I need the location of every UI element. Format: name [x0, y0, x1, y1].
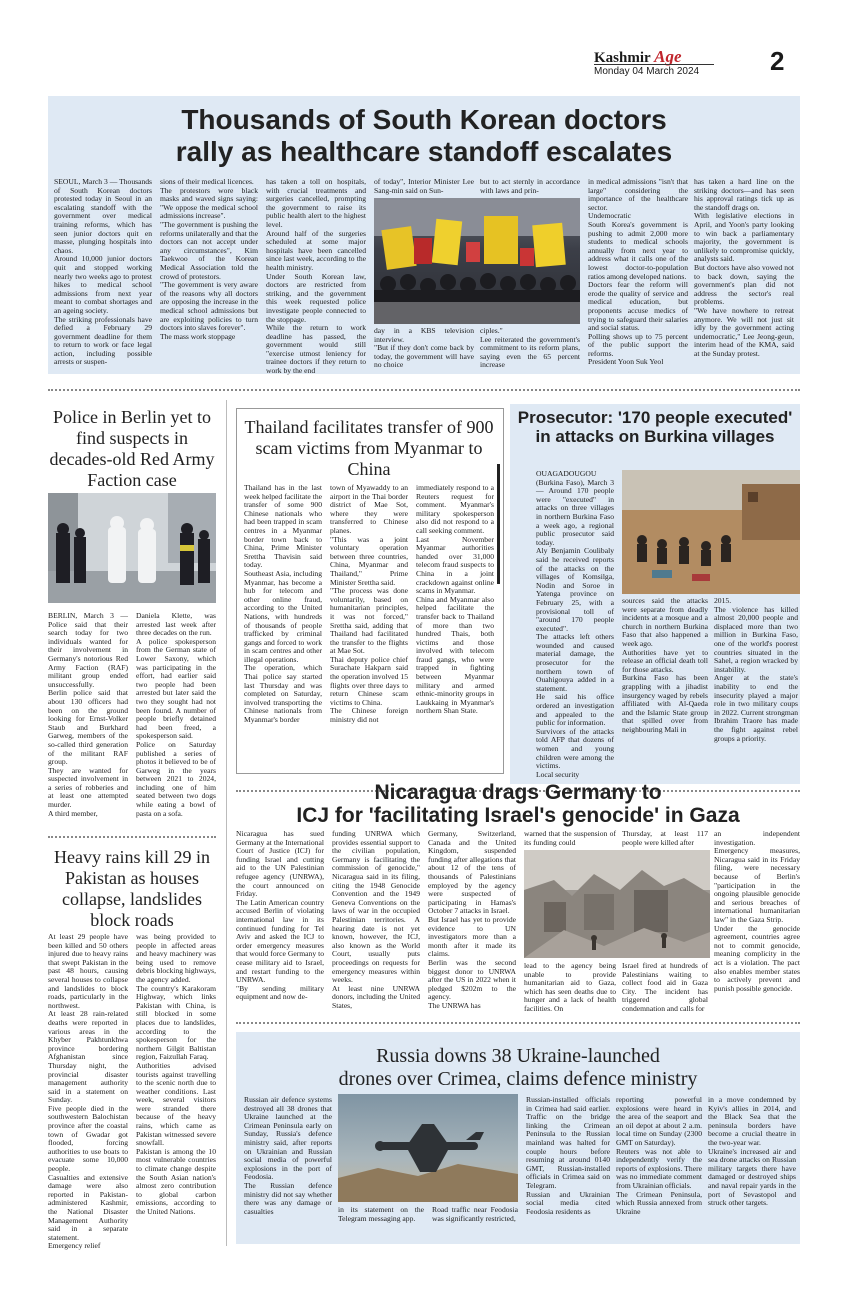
crimea-headline: [236, 1045, 800, 1091]
nicaragua-column-6: an independent investigation. Emergency measures, Nicaragua said in its Friday filing, were necessary because of Berlin's "participation in the ongoing plausible genocide and serious breaches of international humanitarian law" in the Gaza Strip. Under the genocide agreement, countries agree not to commit genocide, meaning complicity in the act is a violation. The pact also enables member states to actively prevent and punish possible genocide.: [714, 829, 800, 993]
burkina-column-1: OUAGADOUGOU (Burkina Faso), March 3 — Around 170 people were "executed" in attacks on three villages in northern Burkina Faso a week ago, a regional public prosecutor said today. Aly Benjamin Coulibaly said he received reports of the attacks on the villages of Komsilga, Nodin and Soroe in Yatenga province on February 25, with a provisional toll of "around 170 people executed". The attacks left others wounded and caused material damage, the prosecutor for the northern town of Ouahigouya added in a statement. He said his office ordered an investigation and appealed to the public for information. Survivors of the attacks told AFP that dozens of women and young children were among the victims. Local security: [536, 469, 614, 779]
crimea-column-4: Russian-installed officials in Crimea had said earlier. Traffic on the bridge linking the Crimean Peninsula to the Russian mainland was halted for couple hours before resuming at around 0140 GMT, Russian-installed officials in Crimea said on Telegram. Russian and Ukrainian social media cited Feodosia residents as: [526, 1095, 610, 1216]
korea-column-4-bottom: day in a KBS television interview. "But if they don't come back by today, the government will have no choice: [374, 326, 474, 370]
masthead: [594, 47, 774, 81]
berlin-pakistan-divider: [48, 836, 216, 838]
lower-divider: [236, 1022, 800, 1024]
korea-column-6: in medical admissions "isn't that large" considering the importance of the healthcare sector. Undemocratic South Korea's government is pushing to admit 2,000 more students to medical schools annually from next year to address what it calls one of the lowest doctor-to-population ratios among developed nations. Doctors fear the reform will erode the quality of service and medical education, but proponents accuse medics of trying to safeguard their salaries and social status. Polling shows up to 75 percent of the public support the reforms. President Yoon Suk Yeol: [588, 177, 688, 367]
berlin-headline: Police in Berlin yet to find suspects in decades-old Red Army Faction case: [49, 407, 215, 490]
korea-column-4-top: of today", Interior Minister Lee Sang-min said on Sun-: [374, 177, 474, 195]
burkina-column-2: sources said the attacks were separate from deadly incidents at a mosque and a church in northern Burkina Faso that also happened a week ago. Authorities have yet to release an official death toll for those attacks. Burkina Faso has been grappling with a jihadist insurgency waged by rebels affiliated with Al-Qaeda and the Islamic State group that spilled over from neighbouring Mali in: [622, 596, 708, 734]
burkina-headline: Prosecutor: '170 people executed' in attacks on Burkina villages: [517, 408, 793, 446]
issue-date: Monday 04 March 2024: [594, 66, 700, 77]
gaza-destruction-photo: [524, 850, 710, 958]
left-rail-divider: [226, 400, 227, 1246]
korea-headline-line-1: Thousands of South Korean doctors: [181, 104, 667, 135]
paper-name-accent: Age: [654, 47, 682, 66]
korea-column-5-top: but to act sternly in accordance with laws and prin-: [480, 177, 580, 195]
crimea-column-3-bottom: Road traffic near Feodosia was significantly restricted,: [432, 1205, 518, 1223]
drone-photo: [338, 1094, 518, 1202]
pakistan-column-2: was being provided to people in affected areas and heavy machinery was being used to remove debris blocking highways, the agency added. The country's Karakoram Highway, which links Pakistan with China, is still blocked in some places due to landslides, according to the spokesperson for the northern Gilgit Baltistan region, Faizullah Faraq. Authorities advised tourists against travelling to the scenic north due to weather conditions. Last week, several visitors were stranded there because of the heavy rains, which came as Pakistan witnessed severe snowfall. Pakistan is among the 10 most vulnerable countries to climate change despite the South Asian nation's almost zero contribution to global carbon emissions, according to the United Nations.: [136, 932, 216, 1216]
crimea-headline-line-2: drones over Crimea, claims defence ministry: [338, 1068, 698, 1090]
korea-protest-photo: [374, 198, 580, 324]
pakistan-column-1: At least 29 people have been killed and 50 others injured due to heavy rains that swept Pakistan in the past 48 hours, causing several houses to collapse and landslides to block roads, particularly in the northwest. At least 28 rain-related deaths were reported in various areas in the Khyber Pakhtunkhwa province bordering Afghanistan since Thursday night, the provincial disaster management authority said in a statement on Sunday. Five people died in the southwestern Balochistan province after the coastal town of Gwadar got flooded, forcing authorities to use boats to evacuate some 10,000 people. Casualties and extensive damage were also reported in Pakistan-administered Kashmir, the National Disaster Management Authority said in a separate statement. Emergency relief: [48, 932, 128, 1251]
korea-headline: [48, 104, 800, 168]
drone-illustration: [338, 1094, 518, 1202]
thailand-headline: Thailand facilitates transfer of 900 scam victims from Myanmar to China: [244, 417, 494, 479]
korea-column-2: sions of their medical licences. The protestors wore black masks and waved signs saying: "We oppose the medical school admissions increase". "The government is pushing the reforms unilaterally and that the doctors can not accept under any circumstances", Kim Taekwoo of the Korean Medical Association told the crowd of protestors. "The government is very aware of the reasons why all doctors are opposing the increase in the medical school admissions but are exploiting policies to turn doctors into slaves forever". The mass work stoppage: [160, 177, 258, 341]
thailand-column-1: Thailand has in the last week helped facilitate the transfer of some 900 Chinese nationals who had been trapped in scam centres in a Myanmar border town back to China, Prime Minister Srettha Thavisin said today. Southeast Asia, including Myanmar, has become a hub for telecom and other online fraud, according to the United Nations, with hundreds of thousands of people trafficked by criminal gangs and forced to work in scam centres and other illegal operations. The operation, which Thai police say started last Thursday and was completed on Saturday, involved transporting the Chinese nationals from Myanmar's border: [244, 483, 322, 725]
berlin-column-1: BERLIN, March 3 — Police said that their search today for two individuals wanted for their involvement in Germany's notorious Red Army Faction (RAF) militant group ended unsuccessfully. Berlin police said that about 130 officers had been on the ground looking for Ernst-Volker Staub and Burkhard Garweg, members of the so-called third generation of the militant RAF group. They are wanted for suspected involvement in a series of robberies and at least one attempted murder. A third member,: [48, 611, 128, 818]
korea-column-1: SEOUL, March 3 — Thousands of South Korean doctors protested today in Seoul in an escalating standoff with the government over medical training reforms, which has seen junior doctors quit en masse, plunging hospitals into chaos. Around 10,000 junior doctors quit and stopped working nearly two weeks ago to protest hikes to medical school admissions from next year meant to combat shortages and an ageing society. The striking professionals have defied a February 29 government deadline for them to return to work or face legal action, including possible arrests or suspen-: [54, 177, 152, 367]
crimea-column-5: reporting powerful explosions were heard in the area of the seaport and an oil depot at about 2 a.m. local time on Sunday (2300 GMT on Saturday). Reuters was not able to independently verify the reports of explosions. There was no immediate comment from Ukrainian officials. The Crimean Peninsula, which Russia annexed from Ukraine: [616, 1095, 702, 1216]
masthead-divider: [594, 64, 714, 65]
thailand-accent-bar: [497, 464, 500, 584]
nicaragua-headline: [236, 781, 800, 827]
crimea-column-2-bottom: in its statement on the Telegram messaging app.: [338, 1205, 424, 1223]
korea-headline-line-2: rally as healthcare standoff escalates: [175, 136, 673, 167]
crimea-column-6: in a move condemned by Kyiv's allies in 2014, and the Black Sea that the peninsula borders have become a crucial theatre in the two-year war. Ukraine's increased air and sea drone attacks on Russian military targets there have damaged or destroyed ships and naval repair yards in the port of Sevastopol and struck other targets.: [708, 1095, 796, 1208]
paper-name: Kashmir: [594, 50, 651, 66]
page-number: 2: [770, 46, 785, 76]
nicaragua-headline-line-1: Nicaragua drags Germany to: [374, 781, 662, 804]
berlin-police-photo: [48, 493, 216, 603]
crimea-column-1: Russian air defence systems destroyed all 38 drones that Ukraine launched at the Crimean Peninsula early on Sunday, Russia's defence ministry said, after reports on Ukrainian and Russian social media of powerful explosions in the port of Feodosia. The Russian defence ministry did not say whether there was any damage or casualties: [244, 1095, 332, 1216]
nicaragua-column-5-bottom: Israel fired at hundreds of Palestinians waiting to collect food aid in Gaza City. The incident has triggered global condemnation and calls for: [622, 961, 708, 1013]
korea-column-3: has taken a toll on hospitals, with crucial treatments and surgeries cancelled, prompting the government to raise its public health alert to the highest level. Around half of the surgeries scheduled at some major hospitals have been cancelled since last week, according to the health ministry. Under South Korean law, doctors are restricted from striking, and the government this week requested police investigate people connected to the stoppage. While the return to work deadline has passed, the government would still "exercise utmost leniency for trainee doctors if they return to work by the end: [266, 177, 366, 376]
village-illustration: [622, 470, 800, 594]
nicaragua-headline-line-2: ICJ for 'facilitating Israel's genocide' in Gaza: [296, 804, 740, 827]
ruins-illustration: [524, 850, 710, 958]
police-scene-illustration: [48, 493, 216, 603]
nicaragua-column-4-top: warned that the suspension of its funding could: [524, 829, 616, 847]
nicaragua-column-4-bottom: lead to the agency being unable to provide humanitarian aid to Gaza, which has seen deaths due to hunger and a lack of health facilities. On: [524, 961, 616, 1013]
korea-column-5-bottom: ciples." Lee reiterated the government's commitment to its reform plans, saying even the 65 percent increase: [480, 326, 580, 370]
berlin-column-2: Daniela Klette, was arrested last week after three decades on the run. A police spokesperson from the German state of Lower Saxony, which was participating in the effort, had earlier said two people had been arrested but later said the two they sought had not been found. A number of people briefly detained had been freed, a spokesperson said. Police on Saturday published a series of photos it believed to be of Garweg in the years between 2021 to 2024, including one of him seated between two dogs while eating a bowl of pasta on a sofa.: [136, 611, 216, 818]
protest-crowd-illustration: [374, 198, 580, 324]
section-divider-top: [48, 389, 800, 391]
burkina-village-photo: [622, 470, 800, 594]
nicaragua-column-3: Germany, Switzerland, Canada and the United Kingdom, suspended funding after allegations that about 12 of the tens of thousands of Palestinians employed by the agency were suspected of participating in Hamas's October 7 attacks in Israel. But Israel has yet to provide evidence to UN investigators more than a month after it made its claims. Berlin was the second biggest donor to UNRWA after the US in 2022 when it pledged $202m to the agency. The UNRWA has: [428, 829, 516, 1010]
nicaragua-column-1: Nicaragua has sued Germany at the International Court of Justice (ICJ) for funding Israel and cutting aid to the UN Palestinian refugee agency (UNRWA), the court announced on Friday. The Latin American country accused Berlin of violating international law in its continued funding for Tel Aviv and asked the ICJ to order emergency measures that would force Germany to cease military aid to Israel, and restart funding to the UNRWA. "By sending military equipment and now de-: [236, 829, 324, 1002]
pakistan-headline: Heavy rains kill 29 in Pakistan as houses collapse, landslides block roads: [54, 847, 210, 930]
thailand-column-3: immediately respond to a Reuters request for comment. Myanmar's military spokesperson also did not respond to a call seeking comment. Last November Myanmar authorities handed over 31,000 telecom fraud suspects to China in a joint crackdown against online scams in Myanmar. China and Myanmar also helped facilitate the transfer back to Thailand of more than two hundred Thais, both victims and those involved with telecom fraud gangs, who were trapped in fighting between Myanmar military and armed ethnic-minority groups in Laukkaing in Myanmar's northern Shan State.: [416, 483, 494, 716]
korea-column-7: has taken a hard line on the striking doctors—and has seen his approval ratings tick up as the standoff drags on. With legislative elections in April, and Yoon's party looking to win back a parliamentary majority, the government is unlikely to compromise quickly, analysts said. But doctors have also vowed not to back down, saying the government's plan did not address the sector's real problems. "We have nowhere to retreat anymore. We will not just sit idly by the government acting undemocratic," Lee Jeong-geun, interim head of the KMA, said at the Sunday protest.: [694, 177, 794, 358]
nicaragua-column-5-top: Thursday, at least 117 people were killed after: [622, 829, 708, 847]
nicaragua-column-2: funding UNRWA which provides essential support to the civilian population, Germany is facilitating the commission of genocide," Nicaragua said in its filing, citing the 1948 Genocide Convention and the 1949 Geneva Conventions on the laws of war in the occupied Palestinian territories. A hearing date is not yet known, however, the ICJ, also known as the World Court, usually puts proceedings on requests for emergency measures within weeks. At least nine UNRWA donors, including the United States,: [332, 829, 420, 1010]
thailand-column-2: town of Myawaddy to an airport in the Thai border district of Mae Sot, where they were transferred to Chinese planes. "This was a joint voluntary operation between three countries, China, Myanmar and Thailand," Prime Minister Srettha said. "The process was done voluntarily, based on humanitarian principles, it was not forced," Srettha said, adding that Thailand had facilitated the transfer to the flights at Mae Sot. Thai deputy police chief Surachate Hakparn said the operation involved 15 flights over three days to return Chinese scam victims to China. The Chinese foreign ministry did not: [330, 483, 408, 725]
crimea-headline-line-1: Russia downs 38 Ukraine-launched: [376, 1045, 660, 1067]
burkina-column-3: 2015. The violence has killed almost 20,000 people and displaced more than two million in Burkina Faso, one of the world's poorest countries situated in the Sahel, a region wracked by instability. Anger at the state's inability to end the insecurity played a major role in two military coups in 2022. Current strongman Ibrahim Traore has made the fight against rebel groups a priority.: [714, 596, 798, 743]
